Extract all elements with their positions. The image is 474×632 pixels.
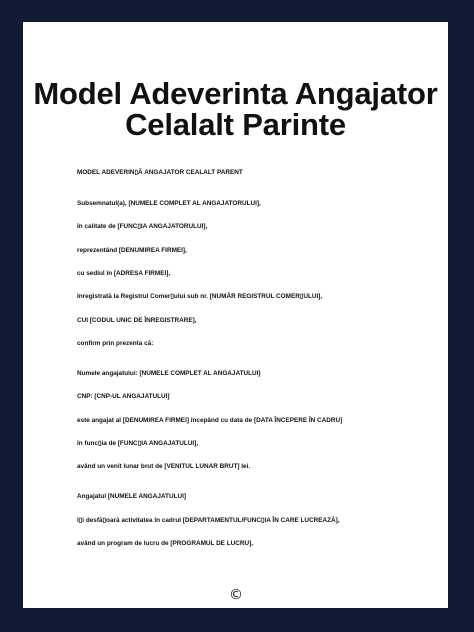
text-line: CNP: [CNP-UL ANGAJATULUI] [77, 393, 170, 400]
text-line: având un venit lunar brut de [VENITUL LUNAR BRUT] lei. [77, 463, 251, 470]
document-title [23, 78, 448, 140]
text-line: cu sediul în [ADRESA FIRMEI], [77, 270, 171, 277]
copyright-icon: © [229, 587, 243, 603]
text-line: Numele angajatului: [NUMELE COMPLET AL ANGAJATULUI] [77, 370, 261, 377]
text-line: î▯i desfă▯oară activitatea în cadrul [DEPARTAMENTUL/FUNC▯IA ÎN CARE LUCREAZĂ], [77, 517, 340, 524]
title-line-1: Model Adeverinta Angajator [33, 76, 438, 111]
text-line: în func▯ia de [FUNC▯IA ANGAJATULUI], [77, 440, 199, 447]
text-line: în calitate de [FUNC▯IA ANGAJATORULUI], [77, 223, 208, 230]
text-line: înregistrată la Registrul Comer▯ului sub nr. [NUMĂR REGISTRUL COMER▯ULUI], [77, 293, 323, 300]
doc-heading: MODEL ADEVERIN▯Ă ANGAJATOR CEALALT PARENT [77, 169, 243, 176]
text-line: reprezentând [DENUMIREA FIRMEI], [77, 247, 187, 254]
document-page [23, 22, 448, 608]
text-line: este angajat al [DENUMIREA FIRMEI] începând cu data de [DATA ÎNCEPERE ÎN CADRU] [77, 417, 343, 424]
text-line: Angajatul [NUMELE ANGAJATULUI] [77, 493, 186, 500]
text-line: CUI [CODUL UNIC DE ÎNREGISTRARE], [77, 317, 197, 324]
text-line: având un program de lucru de [PROGRAMUL DE LUCRU], [77, 540, 253, 547]
text-line: confirm prin prezenta că: [77, 340, 154, 347]
title-line-2: Celalalt Parinte [125, 107, 346, 142]
text-line: Subsemnatul(a), [NUMELE COMPLET AL ANGAJATORULUI], [77, 200, 261, 207]
